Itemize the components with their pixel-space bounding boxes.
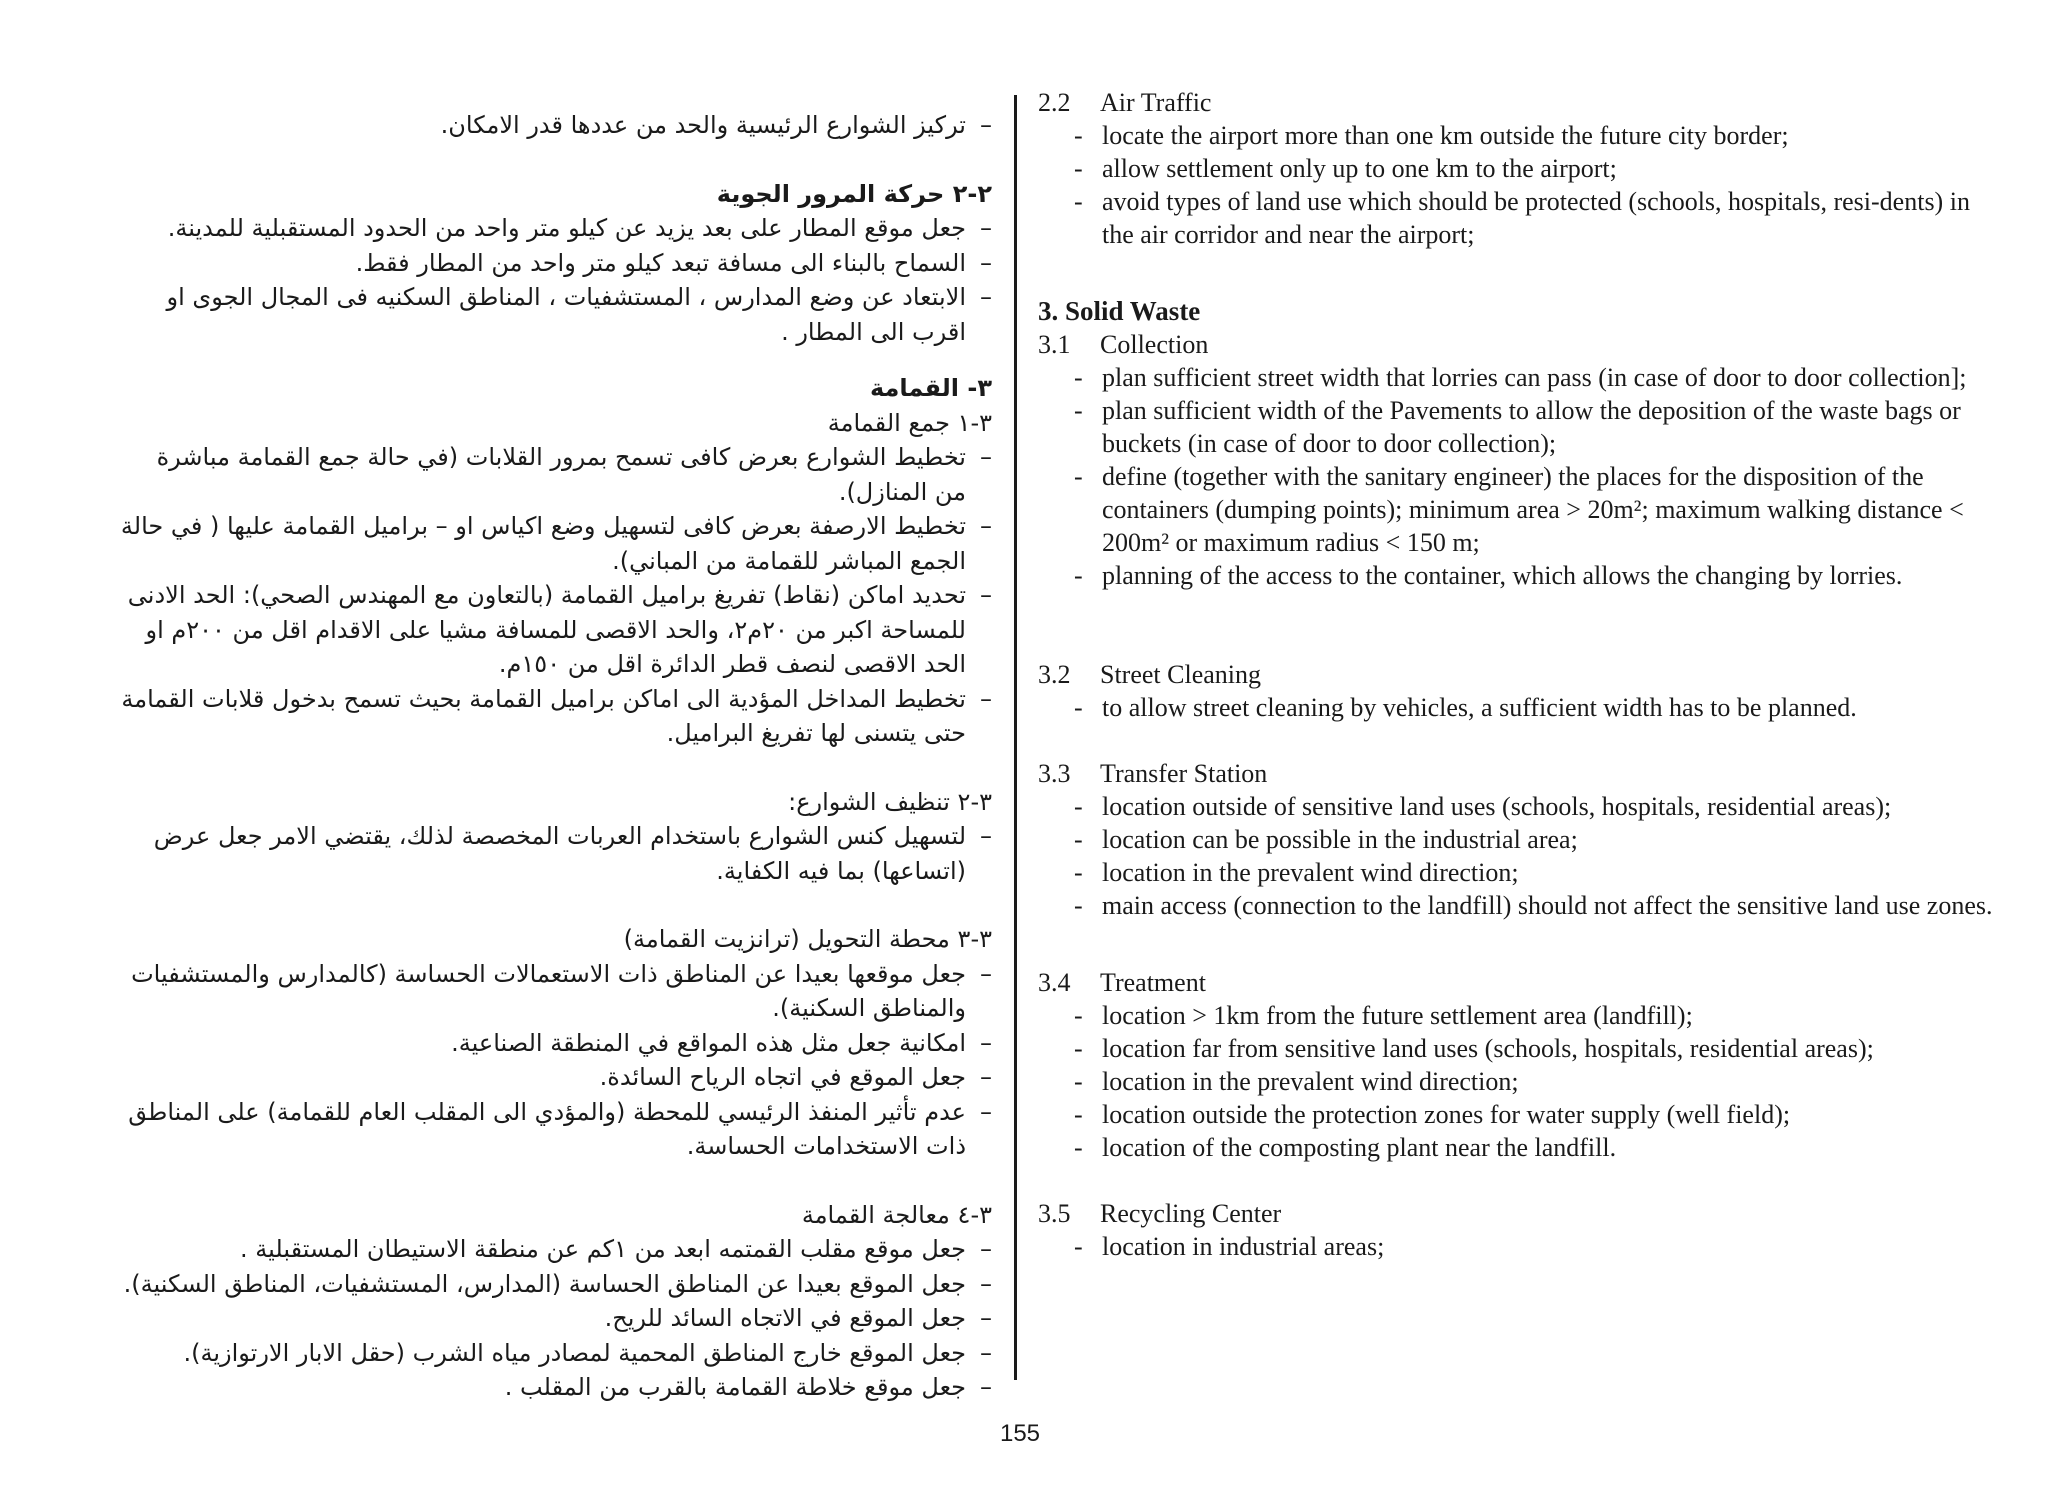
list-item: - location can be possible in the industrial area;: [1074, 825, 1578, 854]
ar-intro: [120, 108, 992, 143]
en-collection-section: [1038, 328, 1998, 592]
list-item: - plan sufficient street width that lorries can pass (in case of door to door collection];: [1074, 363, 1967, 392]
arabic-column: [120, 108, 992, 1405]
list-item: - location > 1km from the future settlement area (landfill);: [1074, 1001, 1693, 1030]
page-number: 155: [999, 1420, 1041, 1447]
list-item: - location outside the protection zones for water supply (well field);: [1074, 1100, 1791, 1129]
list-item: - location in the prevalent wind direction;: [1074, 1067, 1519, 1096]
list-item: - to allow street cleaning by vehicles, a sufficient width has to be planned.: [1074, 693, 1857, 722]
list-item: – جعل موقع مقلب القمتمه ابعد من ١كم عن منطقة الاستيطان المستقبلية .: [240, 1235, 992, 1263]
list-item: - location in the prevalent wind direction;: [1074, 858, 1519, 887]
list-item: – جعل موقعها بعيدا عن المناطق ذات الاستعمالات الحساسة (كالمدارس والمستشفيات والمناطق السكنية).: [131, 959, 992, 1022]
list-item: – لتسهيل كنس الشوارع باستخدام العربات المخصصة لذلك، يقتضي الامر جعل عرض (اتساعها) بما فيه الكفاية.: [153, 822, 992, 885]
section-heading: 3.2 Street Cleaning: [1038, 660, 1262, 689]
en-recycling-section: [1038, 1197, 1998, 1263]
ar-street-cleaning-section: [120, 785, 992, 889]
list-item: – جعل الموقع في اتجاه الرياح السائدة.: [599, 1063, 992, 1091]
list-item: - plan sufficient width of the Pavements to allow the deposition of the waste bags or buckets (in case of door to door collection);: [1074, 396, 1961, 458]
list-item: - location of the composting plant near the landfill.: [1074, 1133, 1617, 1162]
list-item: - planning of the access to the container, which allows the changing by lorries.: [1074, 561, 1903, 590]
list-item: - location outside of sensitive land uses (schools, hospitals, residential areas);: [1074, 792, 1892, 821]
list-item: – عدم تأثير المنفذ الرئيسي للمحطة (والمؤدي الى المقلب العام للقمامة) على المناطق ذات الاستخدامات الحساسة.: [128, 1097, 992, 1160]
ar-transfer-section: [120, 922, 992, 1164]
list-item: – جعل الموقع بعيدا عن المناطق الحساسة (المدارس، المستشفيات، المناطق السكنية).: [123, 1269, 992, 1298]
dash: –: [980, 111, 992, 139]
list-item: - location in industrial areas;: [1074, 1232, 1385, 1261]
section-heading: 3.4 Treatment: [1038, 968, 1206, 997]
list-item: – السماح بالبناء الى مسافة تبعد كيلو متر واحد من المطار فقط.: [355, 248, 992, 277]
chapter-title: 3. Solid Waste: [1038, 296, 1201, 326]
list-item: – تركيز الشوارع الرئيسية والحد من عددها قدر الامكان.: [120, 108, 992, 143]
section-heading: 2.2 Air Traffic: [1038, 88, 1212, 117]
list-item: – جعل موقع المطار على بعد يزيد عن كيلو متر واحد من الحدود المستقبلية للمدينة.: [167, 214, 992, 242]
list-item: – تخطيط المداخل المؤدية الى اماكن براميل القمامة بحيث تسمح بدخول قلابات القمامة حتى يتسنى لها تفريغ البراميل.: [121, 684, 992, 747]
list-item: - locate the airport more than one km outside the future city border;: [1074, 121, 1789, 150]
ar-treatment-section: [120, 1198, 992, 1405]
list-item: – جعل الموقع في الاتجاه السائد للريح.: [604, 1304, 992, 1332]
list-item: – تحديد اماكن (نقاط) تفريغ براميل القمامة (بالتعاون مع المهندس الصحي): الحد الادنى للمساحة اكبر من ٢٠م٢، والحد الاقصى للمسافة مشيا على الاقدام اقل من ٢٠٠م او الحد الاقصى لنصف قطر الدائرة اقل من ١٥٠م.: [127, 581, 992, 678]
section-heading: 3.3 Transfer Station: [1038, 759, 1268, 788]
column-divider: [1014, 95, 1017, 1380]
list-item: - allow settlement only up to one km to the airport;: [1074, 154, 1617, 183]
en-transfer-station-section: [1038, 757, 1998, 922]
subsection-heading: ٣-١ جمع القمامة: [827, 408, 992, 437]
list-item: - avoid types of land use which should be protected (schools, hospitals, resi-dents) in the air corridor and near the airport;: [1074, 187, 1970, 249]
list-item: – جعل الموقع خارج المناطق المحمية لمصادر مياه الشرب (حقل الابار الارتوازية).: [183, 1338, 992, 1367]
subsection-heading: ٣-٢ تنظيف الشوارع:: [788, 787, 992, 816]
ar-air-traffic-section: [120, 177, 992, 350]
list-item: – جعل موقع خلاطة القمامة بالقرب من المقلب .: [504, 1373, 992, 1401]
list-item: - define (together with the sanitary engineer) the places for the disposition of the containers (dumping points); minimum area > 20m²; maximum walking distance < 200m² or maximum radius < 150 m;: [1074, 462, 1964, 557]
subsection-heading: ٣-٣ محطة التحويل (ترانزيت القمامة): [623, 925, 992, 953]
english-column: [1038, 86, 1998, 1263]
ar-waste-section: [120, 371, 992, 751]
en-street-cleaning-section: [1038, 658, 1998, 724]
section-heading: ٢-٢ حركة المرور الجوية: [716, 179, 992, 208]
section-heading: ٣- القمامة: [870, 374, 992, 402]
subsection-heading: ٣-٤ معالجة القمامة: [801, 1200, 992, 1229]
list-item: – الابتعاد عن وضع المدارس ، المستشفيات ، المناطق السكنيه فى المجال الجوى او اقرب الى المطار .: [166, 283, 992, 346]
en-treatment-section: [1038, 966, 1998, 1164]
list-item: - location far from sensitive land uses (schools, hospitals, residential areas);: [1074, 1034, 1874, 1063]
list-item: – تخطيط الشوارع بعرض كافى تسمح بمرور القلابات (في حالة جمع القمامة مباشرة من المنازل).: [156, 443, 992, 506]
list-item: - main access (connection to the landfill) should not affect the sensitive land use zones.: [1074, 891, 1993, 920]
en-air-traffic-section: [1038, 86, 1998, 251]
list-item: – تخطيط الارصفة بعرض كافى لتسهيل وضع اكياس او – براميل القمامة عليها ( في حالة الجمع المباشر للقمامة من المباني).: [120, 512, 992, 575]
section-heading: 3.1 Collection: [1038, 330, 1209, 359]
section-heading: 3.5 Recycling Center: [1038, 1199, 1282, 1228]
list-item: – امكانية جعل مثل هذه المواقع في المنطقة الصناعية.: [451, 1028, 992, 1057]
